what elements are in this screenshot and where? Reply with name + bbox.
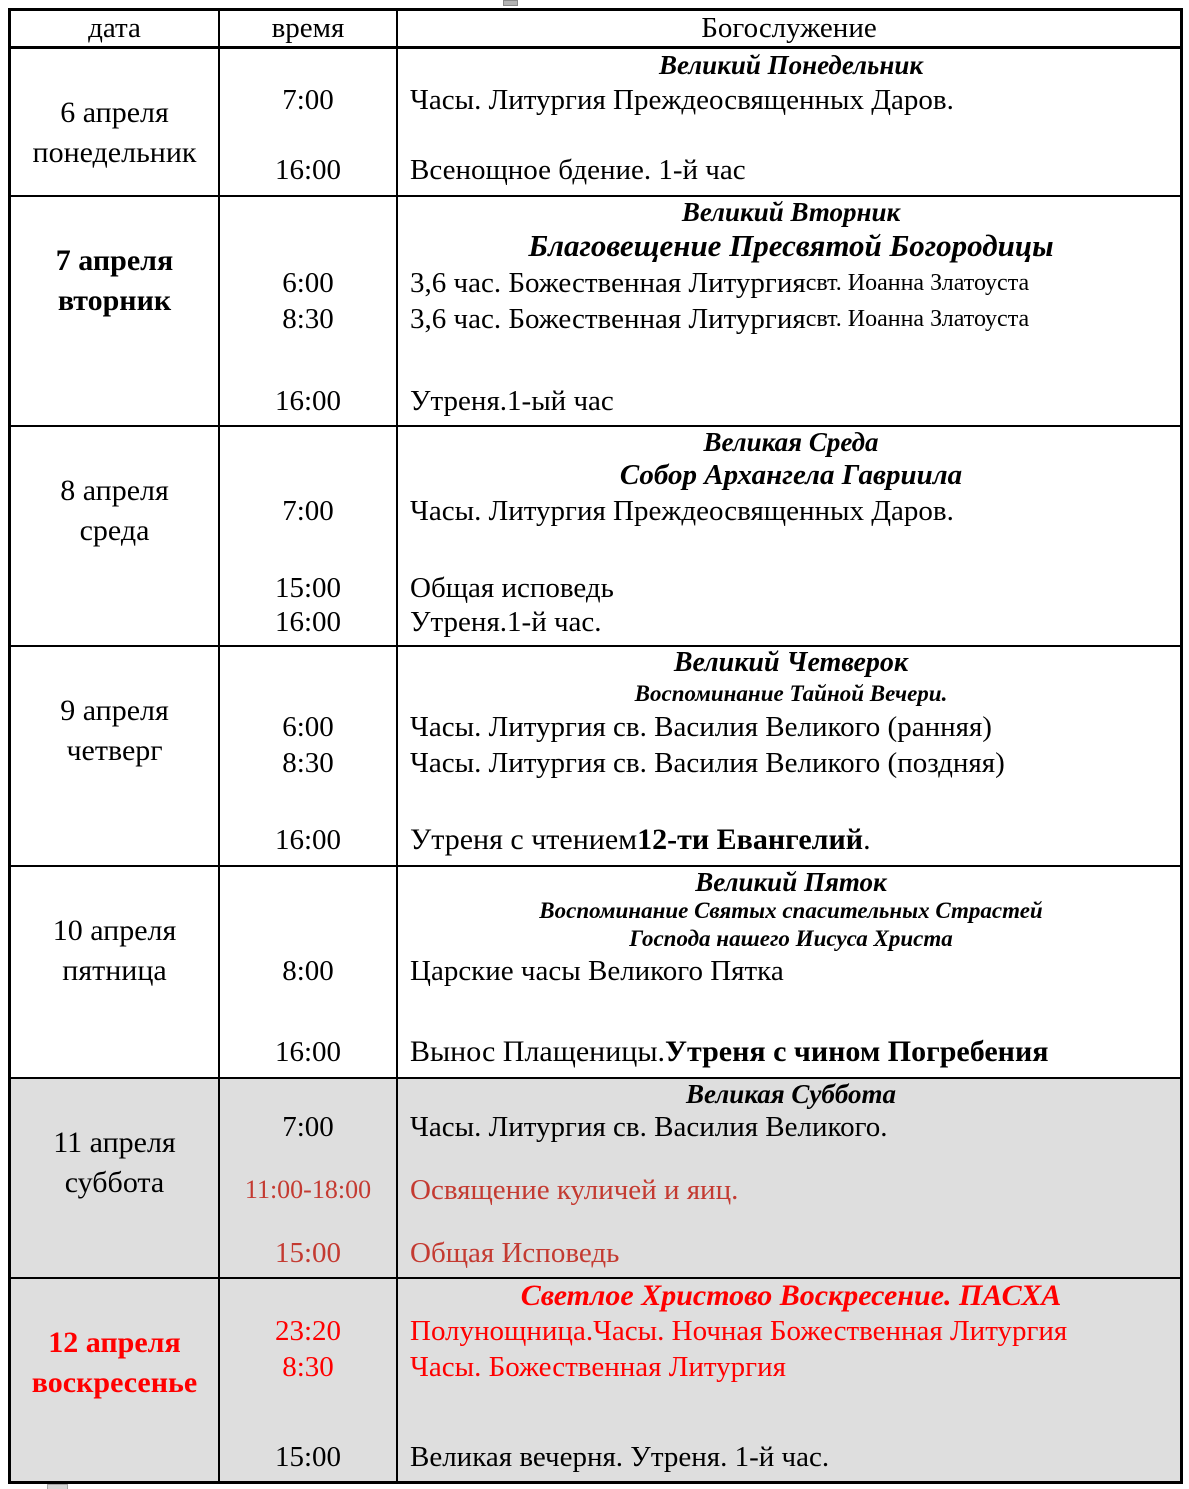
service-entry: Общая Исповедь [410,1236,620,1269]
spacer [410,119,1172,151]
service-cell [398,1079,1180,1277]
date-line: 11 апреля [53,1126,176,1159]
schedule-row-sunday [11,1279,1180,1481]
column-header-time: время [220,11,398,46]
date-cell [11,1079,220,1277]
time-value: 16:00 [274,153,342,186]
time-cell [220,49,398,195]
service-cell [398,49,1180,195]
time-value: 15:00 [274,1440,342,1473]
column-header-service: Богослужение [701,12,877,44]
spacer [220,197,396,265]
service-entry: Часы. Божественная Литургия [410,1350,786,1383]
service-cell [398,867,1180,1077]
spacer [410,781,1172,821]
time-value: 7:00 [282,1110,334,1143]
schedule-row-thursday [11,647,1180,867]
date-line: 12 апреля [48,1326,181,1359]
service-entry-text: . [863,823,871,856]
service-entry: Часы. Литургия св. Василия Великого (поздняя) [410,746,1005,779]
date-cell [11,197,220,425]
service-entry: Часы. Литургия св. Василия Великого (ранняя) [410,710,992,743]
spacer [220,989,396,1033]
time-cell [220,427,398,645]
time-value: 8:30 [282,302,334,335]
service-header: Собор Архангела Гавриила [619,458,963,491]
service-header: Воспоминание Тайной Вечери. [634,681,948,706]
date-line: пятница [62,954,167,987]
service-entry-smalltext: свт. Иоанна Златоуста [805,269,1030,296]
service-entry: Освящение куличей и яиц. [410,1173,739,1206]
schedule-row-monday [11,49,1180,197]
service-entry-text: Утреня с чтением [410,823,638,856]
table-resize-handle[interactable] [47,1484,68,1489]
spacer [220,1208,396,1235]
spacer [220,49,396,81]
service-entry: Полунощница.Часы. Ночная Божественная Литургия [410,1314,1068,1347]
service-cell [398,427,1180,645]
time-cell [220,197,398,425]
service-entry-smalltext: свт. Иоанна Златоуста [805,305,1030,332]
time-value: 6:00 [282,710,334,743]
time-value: 8:00 [282,954,334,987]
service-entry [410,1033,1172,1071]
spacer [220,867,396,953]
date-line: воскресенье [31,1366,198,1399]
schedule-row-friday [11,867,1180,1079]
time-value: 16:00 [274,605,342,638]
time-value: 8:30 [282,1350,334,1383]
service-entry [410,821,1172,859]
date-line: суббота [64,1166,165,1199]
service-header: Великий Четверок [673,647,909,678]
spacer [220,1279,396,1313]
date-cell [11,427,220,645]
table-header-row [11,11,1180,49]
spacer [410,1145,1172,1172]
service-entry: Общая исповедь [410,571,614,604]
spacer [410,1208,1172,1235]
service-header: Великая Среда [703,426,879,457]
service-entry: Часы. Литургия Преждеосвященных Даров. [410,83,954,116]
time-value: 8:30 [282,746,334,779]
date-line: 7 апреля [55,244,174,277]
date-cell [11,867,220,1077]
spacer [220,119,396,151]
spacer [220,647,396,709]
service-entry [410,265,1172,301]
service-entry: Утреня.1-ый час [410,384,614,417]
time-value: 7:00 [282,494,334,527]
service-header-pascha: Светлое Христово Воскресение. ПАСХА [520,1279,1062,1312]
service-header: Великий Понедельник [658,49,924,80]
spacer [220,337,396,383]
time-value: 7:00 [282,83,334,116]
spacer [220,1145,396,1172]
time-value: 16:00 [274,1035,342,1068]
date-line: 6 апреля [60,96,169,129]
spacer [410,337,1172,383]
service-entry: Часы. Литургия Преждеосвященных Даров. [410,494,954,527]
time-value: 15:00 [274,1236,342,1269]
service-header: Господа нашего Иисуса Христа [629,926,953,951]
service-entry-boldtext: 12-ти Евангелий [637,823,864,856]
table-move-handle[interactable] [503,0,518,6]
date-line: 9 апреля [60,694,169,727]
spacer [220,1385,396,1439]
schedule-row-wednesday [11,427,1180,647]
time-value: 15:00 [274,571,342,604]
column-header-date: дата [11,11,220,46]
date-cell [11,647,220,865]
service-entry: Царские часы Великого Пятка [410,954,784,987]
date-cell [11,1279,220,1481]
time-cell [220,647,398,865]
date-line: четверг [66,734,163,767]
date-line: понедельник [32,136,197,169]
service-entry-boldtext: Утреня с чином Погребения [664,1035,1049,1068]
service-schedule-table [8,8,1183,1484]
service-entry: Утреня.1-й час. [410,605,602,638]
service-header: Великий Вторник [681,196,901,227]
spacer [220,1079,396,1109]
schedule-row-saturday [11,1079,1180,1279]
service-cell [398,197,1180,425]
schedule-row-tuesday [11,197,1180,427]
service-header: Великая Суббота [686,1078,896,1109]
spacer [410,1385,1172,1439]
time-cell [220,1079,398,1277]
spacer [410,989,1172,1033]
time-cell [220,867,398,1077]
service-entry [410,301,1172,337]
date-line: 10 апреля [52,914,177,947]
service-entry: Всенощное бдение. 1-й час [410,153,746,186]
time-value: 23:20 [274,1314,342,1347]
spacer [220,529,396,571]
service-header: Воспоминание Святых спасительных Страстей [539,898,1043,923]
spacer [220,781,396,821]
service-entry: Часы. Литургия св. Василия Великого. [410,1110,888,1143]
service-entry-text: 3,6 час. Божественная Литургия [410,302,806,335]
time-value: 16:00 [274,823,342,856]
date-line: вторник [57,284,172,317]
spacer [410,529,1172,571]
time-cell [220,1279,398,1481]
time-value: 6:00 [282,266,334,299]
service-header-feast: Благовещение Пресвятой Богородицы [528,228,1054,263]
time-value: 11:00-18:00 [244,1175,372,1204]
date-line: среда [79,514,150,547]
date-line: 8 апреля [60,474,169,507]
service-entry-text: 3,6 час. Божественная Литургия [410,266,806,299]
service-cell [398,1279,1180,1481]
date-cell [11,49,220,195]
service-cell [398,647,1180,865]
service-header: Великий Пяток [695,866,887,897]
time-value: 16:00 [274,384,342,417]
spacer [220,427,396,493]
service-entry: Великая вечерня. Утреня. 1-й час. [410,1440,830,1473]
service-entry-text: Вынос Плащеницы. [410,1035,665,1068]
